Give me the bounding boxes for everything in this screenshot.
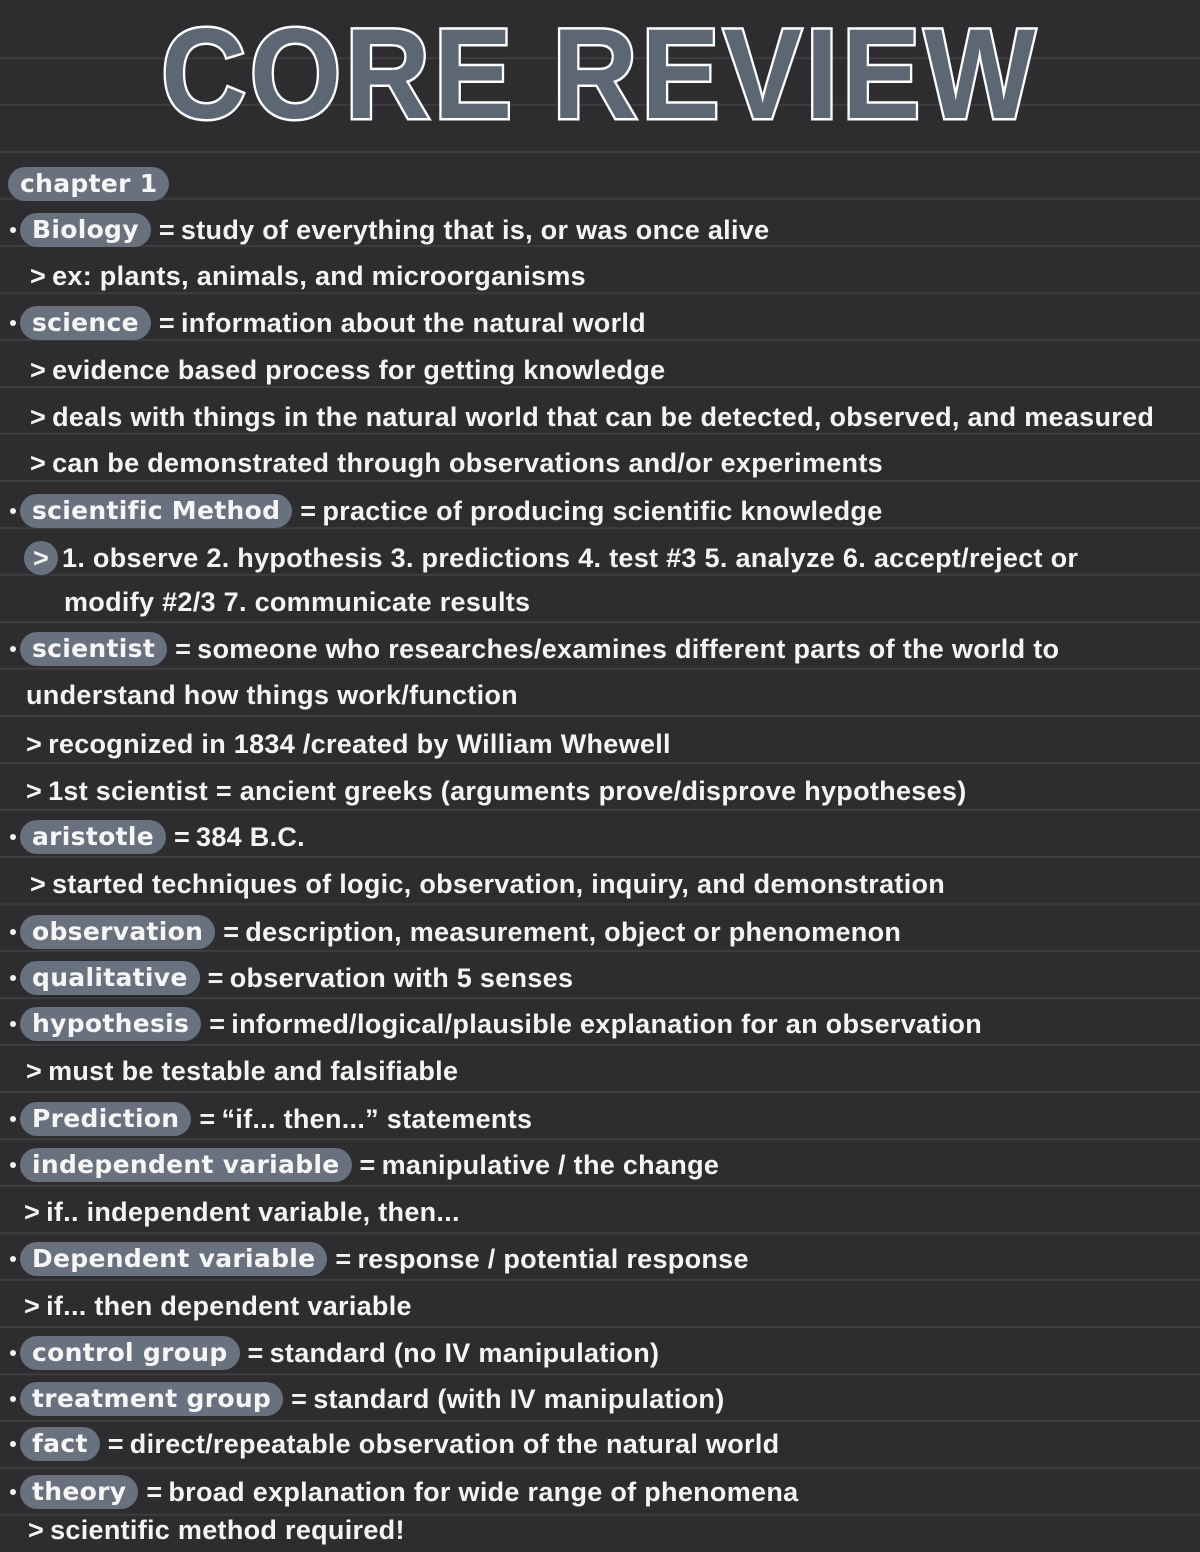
definition: study of everything that is, or was once alive <box>180 214 770 245</box>
sub-item-text: started techniques of logic, observation, inquiry, and demonstration <box>52 868 946 899</box>
definition: 384 B.C. <box>196 821 305 852</box>
sub-item <box>0 1284 1200 1328</box>
chapter-heading: chapter 1 <box>8 167 169 201</box>
list-item <box>0 1097 1200 1141</box>
equals-sign: = <box>300 495 317 526</box>
definition: practice of producing scientific knowledge <box>322 495 883 526</box>
definition: someone who researches/examines different parts of the world to <box>197 633 1060 664</box>
definition: broad explanation for wide range of phenomena <box>168 1476 799 1507</box>
arrow-icon: > <box>28 1514 45 1545</box>
term-highlight: Dependent variable <box>20 1242 327 1276</box>
bullet-icon <box>10 834 16 840</box>
equals-sign: = <box>107 1428 124 1459</box>
equals-sign: = <box>335 1243 352 1274</box>
term-highlight: science <box>20 306 151 340</box>
definition: standard (with IV manipulation) <box>313 1383 725 1414</box>
bullet-icon <box>10 1350 16 1356</box>
list-item <box>0 1237 1200 1281</box>
arrow-icon: > <box>24 1290 41 1321</box>
bullet-icon <box>10 227 16 233</box>
page-title: CORE REVIEW <box>161 3 1039 146</box>
term-highlight: scientific Method <box>20 494 292 528</box>
definition-continued <box>0 673 1200 717</box>
definition: response / potential response <box>357 1243 749 1274</box>
bullet-icon <box>10 1162 16 1168</box>
term-highlight: qualitative <box>20 961 200 995</box>
bullet-icon <box>10 320 16 326</box>
equals-sign: = <box>199 1103 216 1134</box>
equals-sign: = <box>158 214 175 245</box>
arrow-icon: > <box>30 354 47 385</box>
list-item <box>0 1143 1200 1187</box>
arrow-icon: > <box>26 728 43 759</box>
list-item <box>0 910 1200 954</box>
bullet-icon <box>10 1396 16 1402</box>
term-highlight: observation <box>20 915 215 949</box>
sub-item <box>0 722 1200 766</box>
sub-item <box>0 769 1200 813</box>
list-item <box>0 627 1200 671</box>
equals-sign: = <box>146 1476 163 1507</box>
definition: description, measurement, object or phenomenon <box>245 916 902 947</box>
sub-item <box>0 254 1200 298</box>
list-item <box>0 489 1200 533</box>
term-highlight: control group <box>20 1336 240 1370</box>
equals-sign: = <box>359 1149 376 1180</box>
term-highlight: treatment group <box>20 1382 283 1416</box>
bullet-icon <box>10 1441 16 1447</box>
arrow-icon: > <box>30 260 47 291</box>
sub-item <box>0 1049 1200 1093</box>
equals-sign: = <box>291 1383 308 1414</box>
definition: information about the natural world <box>180 307 646 338</box>
arrow-icon: > <box>30 447 47 478</box>
arrow-icon: > <box>26 775 43 806</box>
bullet-icon <box>10 1489 16 1495</box>
bullet-icon <box>10 646 16 652</box>
list-item <box>0 1002 1200 1046</box>
term-highlight: theory <box>20 1475 138 1509</box>
bullet-icon <box>10 1021 16 1027</box>
sub-item-text: ex: plants, animals, and microorganisms <box>52 260 586 291</box>
definition: observation with 5 senses <box>229 962 574 993</box>
sub-item-text: must be testable and falsifiable <box>48 1055 459 1086</box>
equals-sign: = <box>247 1337 264 1368</box>
definition: standard (no IV manipulation) <box>269 1337 660 1368</box>
list-item <box>0 301 1200 345</box>
sub-item-continued <box>0 580 1200 624</box>
bullet-icon <box>10 1116 16 1122</box>
equals-sign: = <box>207 962 224 993</box>
sub-item-text: 1. observe 2. hypothesis 3. predictions 4. test #3 5. analyze 6. accept/reject or <box>62 542 1079 573</box>
arrow-icon: > <box>26 1055 43 1086</box>
term-highlight: hypothesis <box>20 1007 201 1041</box>
equals-sign: = <box>223 916 240 947</box>
sub-item-text: if.. independent variable, then... <box>46 1196 460 1227</box>
definition: “if... then...” statements <box>221 1103 533 1134</box>
equals-sign: = <box>209 1008 226 1039</box>
sub-item <box>0 862 1200 906</box>
sub-item <box>0 1508 1200 1552</box>
bullet-icon <box>10 1256 16 1262</box>
sub-item-text: evidence based process for getting knowledge <box>52 354 666 385</box>
list-item <box>0 1422 1200 1466</box>
definition: direct/repeatable observation of the natural world <box>129 1428 780 1459</box>
sub-item-text: can be demonstrated through observations and/or experiments <box>52 447 883 478</box>
arrow-icon: > <box>30 868 47 899</box>
sub-item <box>0 395 1200 439</box>
sub-item-text: scientific method required! <box>50 1514 405 1545</box>
equals-sign: = <box>173 821 191 852</box>
term-highlight: fact <box>20 1427 100 1461</box>
definition: manipulative / the change <box>381 1149 720 1180</box>
list-item <box>0 208 1200 252</box>
arrow-icon: > <box>30 401 47 432</box>
sub-item <box>0 348 1200 392</box>
arrow-icon: > <box>24 1196 41 1227</box>
term-highlight: aristotle <box>20 820 166 854</box>
list-item <box>0 815 1200 859</box>
list-item <box>0 956 1200 1000</box>
sub-item <box>0 536 1200 580</box>
bullet-icon <box>10 929 16 935</box>
sub-item-text: 1st scientist = ancient greeks (arguments prove/disprove hypotheses) <box>48 775 967 806</box>
sub-item-text: modify #2/3 7. communicate results <box>64 586 531 617</box>
definition: informed/logical/plausible explanation for an observation <box>231 1008 983 1039</box>
sub-item <box>0 1190 1200 1234</box>
sub-item-text: recognized in 1834 /created by William Whewell <box>48 728 671 759</box>
equals-sign: = <box>158 307 175 338</box>
arrow-icon: > <box>24 541 58 575</box>
term-highlight: scientist <box>20 632 167 666</box>
term-highlight: independent variable <box>20 1148 352 1182</box>
sub-item-text: deals with things in the natural world that can be detected, observed, and measured <box>52 401 1155 432</box>
list-item <box>0 1331 1200 1375</box>
sub-item-text: if... then dependent variable <box>46 1290 412 1321</box>
chapter-heading-row <box>0 162 1200 206</box>
list-item <box>0 1377 1200 1421</box>
bullet-icon <box>10 508 16 514</box>
bullet-icon <box>10 975 16 981</box>
definition: understand how things work/function <box>26 679 518 710</box>
equals-sign: = <box>175 633 192 664</box>
term-highlight: Prediction <box>20 1102 191 1136</box>
term-highlight: Biology <box>20 213 151 247</box>
sub-item <box>0 441 1200 485</box>
